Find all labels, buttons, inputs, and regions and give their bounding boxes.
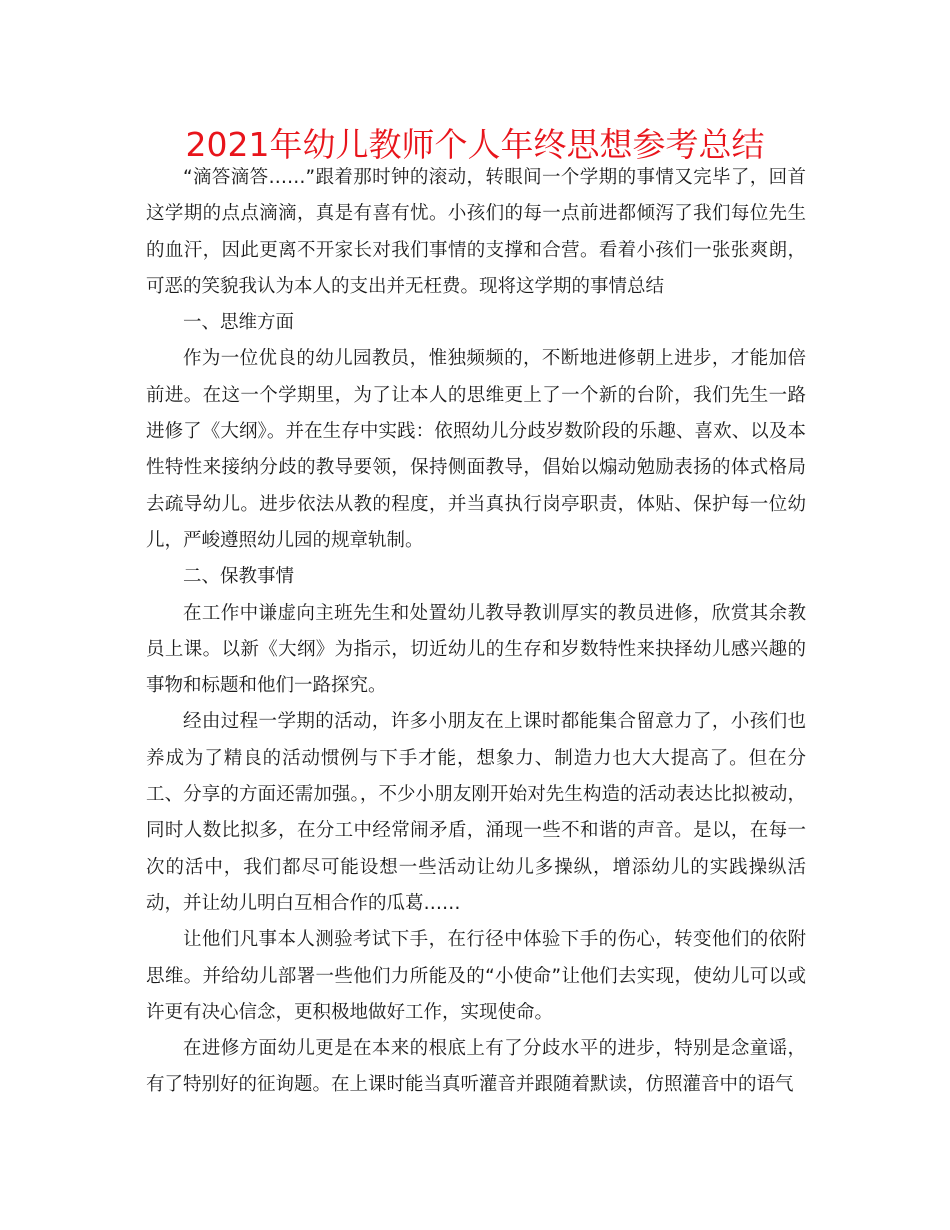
paragraph-activities: 经由过程一学期的活动，许多小朋友在上课时都能集合留意力了，小孩们也养成为了精良的活动惯例与下手才能，想象力、制造力也大大提高了。但在分工、分享的方面还需加强。，不少小朋友刚开始对先生构造的活动表达比拟被动，同时人数比拟多，在分工中经常闹矛盾，涌现一些不和谐的声音。是以，在每一次的活中，我们都尽可能设想一些活动让幼儿多操纵，增添幼儿的实践操纵活动，并让幼儿明白互相合作的瓜葛…… bbox=[146, 711, 806, 914]
section-heading-care-education: 二、保教事情 bbox=[183, 566, 295, 588]
paragraph-thinking: 作为一位优良的幼儿园教员，惟独频频的，不断地进修朝上进步，才能加倍前进。在这一个学期里，为了让本人的思维更上了一个新的台阶，我们先生一路进修了《大纲》。并在生存中实践：依照幼儿分歧岁数阶段的乐趣、喜欢、以及本性特性来接纳分歧的教导要领，保持侧面教导，倡始以煽动勉励表扬的体式格局去疏导幼儿。进步依法从教的程度，并当真执行岗亭职责，体贴、保护每一位幼儿，严峻遵照幼儿园的规章轨制。 bbox=[146, 348, 806, 551]
paragraph-study: 在进修方面幼儿更是在本来的根底上有了分歧水平的进步，特别是念童谣，有了特别好的征询题。在上课时能当真听灌音并跟随着默读，仿照灌音中的语气 bbox=[146, 1038, 806, 1096]
section-heading-thinking: 一、思维方面 bbox=[183, 312, 295, 334]
paragraph-independence: 让他们凡事本人测验考试下手，在行径中体验下手的伤心，转变他们的依附思维。并给幼儿部署一些他们力所能及的“小使命”让他们去实现，使幼儿可以或许更有决心信念，更积极地做好工作，实现使命。 bbox=[146, 929, 806, 1023]
document-body bbox=[146, 160, 806, 1104]
paragraph-work-learning: 在工作中谦虚向主班先生和处置幼儿教导教训厚实的教员进修，欣赏其余教员上课。以新《大纲》为指示，切近幼儿的生存和岁数特性来抉择幼儿感兴趣的事物和标题和他们一路探究。 bbox=[146, 602, 806, 697]
paragraph-intro: “滴答滴答……”跟着那时钟的滚动，转眼间一个学期的事情又完毕了，回首这学期的点点滴滴，真是有喜有忧。小孩们的每一点前进都倾泻了我们每位先生的血汗，因此更离不开家长对我们事情的支撑和合营。看着小孩们一张张爽朗，可恶的笑貌我认为本人的支出并无枉费。现将这学期的事情总结 bbox=[146, 167, 806, 297]
document-title: 2021年幼儿教师个人年终思想参考总结 bbox=[185, 125, 765, 164]
